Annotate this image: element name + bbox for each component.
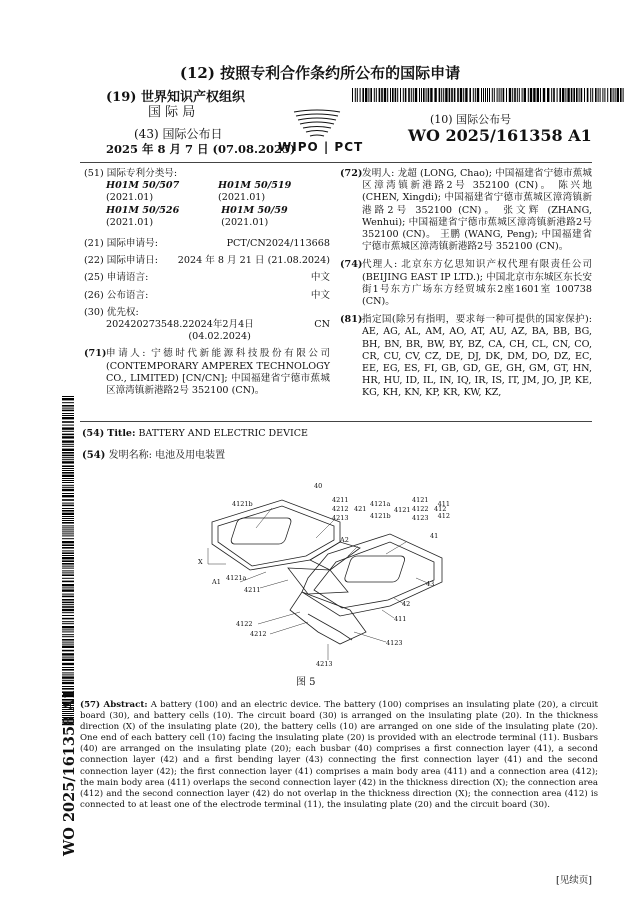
label-4122-right: 4122 [412,505,429,513]
label-4121b-top: 4121b [370,512,391,520]
barcode-bar [497,88,498,102]
left-column [84,168,330,397]
label-41: 41 [430,532,439,540]
barcode-bar [62,578,74,579]
barcode-bar [620,88,622,102]
barcode-bar [62,513,74,515]
barcode-bar [62,482,74,483]
barcode-bar [441,88,442,102]
designated-states: (81) 指定国(除另有指明，要求每一种可提供的国家保护): AE, AG, AL, AM, AO, AT, AU, AZ, BA, BB, BG, BH, BN, BR, BW, BY, BZ, CA, CH, CL, CN, CO, CR, CU, CV, CZ, DE, DJ, DK, DM, DO, DZ, EC, EE, EG, ES, FI, GB, GD, GE, GH, GM, GT, HN, HR, HU, ID, IL, IN, IQ, IR, IS, IT, JM, JO, JP, KE, KG, KH, KN, KP, KR, KW, KZ, [340,314,592,399]
barcode-bar [62,674,74,675]
barcode-bar [62,461,74,463]
barcode-bar [602,88,603,102]
barcode-bar [62,480,74,481]
barcode-bar [463,88,464,102]
barcode-bar [62,452,74,454]
barcode-bar [62,499,74,501]
priority-label: (30) 优先权: [84,306,139,318]
barcode-bar [62,618,74,620]
barcode-bar [451,88,453,102]
barcode-bar [517,88,518,102]
barcode-bar [514,88,516,102]
barcode-bar [360,88,361,102]
barcode-bar [62,680,74,681]
barcode-bar [617,88,619,102]
barcode-bar [501,88,502,102]
barcode-bar [370,88,372,102]
barcode-bar [506,88,507,102]
barcode-bar [62,547,74,549]
barcode-bar [62,623,74,624]
priority-entry: 202420273548.2 2024年2月4日 (04.02.2024) CN [106,319,330,343]
barcode-bar [368,88,369,102]
barcode-bar [390,88,391,102]
barcode-bar [400,88,401,102]
barcode-bar [392,88,394,102]
barcode-bar [62,415,74,416]
barcode-bar [473,88,474,102]
barcode-bar [421,88,422,102]
label-4211-bottom: 4211 [244,586,261,594]
barcode-bar [355,88,356,102]
ipc-codes [84,180,330,229]
barcode-bar [62,634,74,635]
barcode-bar [62,596,74,598]
barcode-bar [62,408,74,409]
side-barcode [62,396,74,726]
patent-figure-busbar [190,482,450,682]
application-number: (21) 国际申请号: PCT/CN2024/113668 [84,238,330,250]
barcode-bar [62,606,74,608]
barcode-bar [454,88,456,102]
barcode-bar [62,555,74,556]
barcode-bar [62,457,74,458]
barcode-bar [557,88,558,102]
barcode-bar [62,676,74,678]
barcode-bar [62,642,74,643]
barcode-bar [604,88,605,102]
barcode-bar [413,88,414,102]
barcode-bar [62,455,74,457]
barcode-bar [405,88,407,102]
barcode-bar [62,570,74,571]
label-412: 412 [434,505,447,513]
label-411: 411 [437,500,450,508]
barcode-bar [362,88,364,102]
barcode-bar [62,436,74,438]
barcode-bar [62,475,74,477]
barcode-bar [419,88,420,102]
barcode-bar [457,88,459,102]
barcode-bar [530,88,532,102]
barcode-bar [584,88,585,102]
organization-subname: 国 际 局 [148,105,196,120]
barcode-bar [365,88,367,102]
barcode-bar [481,88,482,102]
publication-number-label: (10) 国际公布号 [430,113,512,126]
barcode-bar [62,644,74,645]
label-4123: 4123 [386,639,403,647]
barcode-bar [62,487,74,488]
top-barcode [352,88,624,102]
barcode-bar [62,560,74,562]
barcode-bar [623,88,624,102]
barcode-bar [522,88,523,102]
barcode-bar [528,88,529,102]
barcode-bar [62,572,74,573]
barcode-bar [615,88,616,102]
barcode-bar [512,88,513,102]
barcode-bar [62,629,74,630]
barcode-bar [387,88,388,102]
barcode-bar [62,568,74,569]
barcode-bar [62,468,74,469]
filing-date: (22) 国际申请日: 2024 年 8 月 21 日 (21.08.2024) [84,255,330,267]
barcode-bar [430,88,432,102]
barcode-bar [607,88,608,102]
barcode-bar [62,413,74,414]
barcode-bar [62,563,74,565]
barcode-bar [62,405,74,407]
publication-date-label: (43) 国际公布日 [134,127,223,141]
barcode-bar [573,88,575,102]
inventors: (72) 发明人: 龙超 (LONG, Chao); 中国福建省宁德市蕉城区漳湾镇新港路2号 352100 (CN)。 陈兴地 (CHEN, Xingdi); 中国福建省宁德市蕉城区漳湾镇新港路2号 352100 (CN)。 张文辉 (ZHANG, Wenhui); 中国福建省宁德市蕉城区漳湾镇新港路2号 352100 (CN)。 王鹏 (WANG, Peng); 中国福建省宁德市蕉城区漳湾镇新港路2号 352100 (CN)。 [340,168,592,253]
barcode-bar [62,459,74,460]
barcode-bar [62,602,74,604]
barcode-bar [503,88,505,102]
barcode-bar [62,402,74,403]
barcode-bar [62,470,74,471]
label-A1: A1 [212,578,221,586]
barcode-bar [598,88,599,102]
barcode-bar [62,589,74,591]
barcode-bar [62,550,74,551]
barcode-bar [62,495,74,497]
label-4212-bottom: 4212 [250,630,267,638]
barcode-bar [62,599,74,601]
label-4121a: 4121a [226,574,247,582]
barcode-bar [62,541,74,543]
publication-date: 2025 年 8 月 7 日 (07.08.2025) [106,142,296,156]
barcode-bar [423,88,425,102]
barcode-bar [434,88,436,102]
barcode-bar [559,88,561,102]
barcode-bar [428,88,430,102]
barcode-bar [62,503,74,504]
barcode-bar [485,88,486,102]
barcode-bar [62,434,74,436]
section-rule [80,421,592,422]
barcode-bar [62,626,74,628]
barcode-bar [492,88,493,102]
barcode-bar [595,88,597,102]
barcode-bar [379,88,381,102]
barcode-bar [62,538,74,539]
barcode-bar [62,472,74,474]
label-412b: 412 [437,512,450,520]
barcode-bar [587,88,589,102]
barcode-bar [62,396,74,397]
label-42: 42 [402,600,411,608]
barcode-bar [62,465,74,467]
label-A2: A2 [340,536,349,544]
barcode-bar [62,508,74,509]
barcode-bar [62,612,74,613]
barcode-bar [62,478,74,479]
barcode-bar [62,417,74,419]
barcode-bar [62,425,74,426]
barcode-bar [397,88,398,102]
label-4211: 4211 [332,496,349,504]
barcode-bar [62,663,74,665]
ipc-label: (51) 国际专利分类号: [84,168,178,179]
barcode-bar [408,88,410,102]
barcode-bar [62,398,74,400]
barcode-bar [590,88,591,102]
label-X: X [198,558,203,566]
abstract: (57) Abstract: A battery (100) and an electric device. The battery (100) comprises an insulating plate (20), a circuit board (30), and battery cells (10). The circuit board (30) is arranged on the insulating plate (20). In the thickness direction (X) of the insulating plate (20), the battery cells (10) are arranged on one side of the insulating plate (20). One end of each battery cell (10) facing the insulating plate (20) is provided with an electrode terminal (11). Busbars (40) are arranged on the insulating plate (20); each busbar (40) comprises a first connection layer (41), a second connection layer (42) and a first bending layer (43) connecting the first connection layer (41) and the second connection layer (42); the first connection layer (41) comprises a main body area (411) and a connection area (412); the main body area (411) overlaps the second connection layer (42) in the thickness direction (X); the connection area (412) and the second connection layer (42) do not overlap in the thickness direction (X); the connection area (412) is connected to at least one of the electrode terminal (11), the insulating plate (20) and the circuit board (30). [80,700,599,810]
barcode-bar [62,557,74,559]
ipc-row: H01M 50/526 (2021.01) H01M 50/59 (2021.01) [106,204,288,228]
barcode-bar [62,574,74,576]
barcode-bar [439,88,441,102]
barcode-bar [352,88,353,102]
barcode-bar [62,533,74,534]
barcode-bar [610,88,612,102]
barcode-bar [553,88,555,102]
label-4213: 4213 [332,514,349,522]
barcode-bar [62,631,74,632]
barcode-bar [62,682,74,684]
barcode-bar [357,88,358,102]
barcode-bar [565,88,566,102]
barcode-bar [62,646,74,648]
barcode-bar [579,88,580,102]
barcode-bar [62,518,74,519]
barcode-bar [489,88,490,102]
barcode-bar [62,636,74,637]
barcode-bar [445,88,447,102]
barcode-bar [62,657,74,658]
barcode-bar [567,88,569,102]
barcode-bar [62,510,74,512]
barcode-bar [381,88,383,102]
title-chinese: (54) 发明名称: 电池及用电装置 [82,450,226,461]
title-english: (54) Title: BATTERY AND ELECTRIC DEVICE [82,428,308,439]
barcode-bar [62,440,74,442]
wipo-pct-logo-text: WIPO | PCT [278,140,364,154]
barcode-bar [415,88,417,102]
barcode-bar [62,444,74,445]
barcode-bar [592,88,593,102]
barcode-bar [487,88,488,102]
barcode-bar [411,88,412,102]
barcode-bar [62,669,74,671]
barcode-bar [62,552,74,554]
barcode-bar [395,88,397,102]
organization-name: (19) 世界知识产权组织 [106,90,245,105]
barcode-bar [477,88,479,102]
barcode-bar [475,88,476,102]
figure-caption: 图 5 [296,677,316,688]
filing-language: (25) 申请语言: 中文 [84,272,330,284]
barcode-bar [62,427,74,429]
barcode-bar [547,88,549,102]
barcode-bar [62,587,74,588]
right-column [340,168,592,400]
barcode-bar [62,535,74,536]
label-4123-right: 4123 [412,514,429,522]
barcode-bar [613,88,614,102]
label-4121: 4121 [394,506,411,514]
barcode-bar [62,493,74,494]
label-4212: 4212 [332,505,349,513]
barcode-bar [509,88,511,102]
label-4122: 4122 [236,620,253,628]
barcode-bar [62,659,74,661]
header-rule [80,162,592,163]
barcode-bar [62,421,74,423]
barcode-bar [465,88,467,102]
barcode-bar [533,88,535,102]
barcode-bar [62,505,74,507]
barcode-bar [62,594,74,595]
barcode-bar [62,525,74,526]
barcode-bar [62,604,74,605]
barcode-bar [62,667,74,668]
barcode-bar [576,88,578,102]
barcode-bar [543,88,545,102]
barcode-bar [571,88,573,102]
barcode-bar [460,88,462,102]
label-4121b: 4121b [232,500,253,508]
label-4121-right: 4121 [412,496,429,504]
agent: (74) 代理人: 北京东方亿思知识产权代理有限责任公司 (BEIJING EAST IP LTD.); 中国北京市东城区东长安街1号东方广场东方经贸城东2座1601室 100738 (CN)。 [340,259,592,308]
publication-language: (26) 公布语言: 中文 [84,289,330,301]
barcode-bar [62,653,74,655]
barcode-bar [62,446,74,447]
barcode-bar [499,88,500,102]
barcode-bar [374,88,375,102]
barcode-bar [62,650,74,652]
barcode-bar [62,410,74,412]
barcode-bar [62,522,74,524]
barcode-bar [62,529,74,530]
applicant: (71) 申请人: 宁德时代新能源科技股份有限公司 (CONTEMPORARY AMPEREX TECHNOLOGY CO., LIMITED) [CN/CN]; 中国福建省宁德市蕉城区漳湾镇新港路2号 352100 (CN)。 [84,348,330,397]
barcode-bar [384,88,386,102]
barcode-bar [62,485,74,486]
label-43: 43 [426,580,435,588]
continued-footer: [见续页] [556,875,592,886]
barcode-bar [62,621,74,622]
barcode-bar [494,88,495,102]
barcode-bar [449,88,451,102]
barcode-bar [537,88,539,102]
barcode-bar [62,686,74,687]
barcode-bar [581,88,583,102]
barcode-bar [519,88,520,102]
barcode-bar [540,88,541,102]
barcode-bar [403,88,404,102]
barcode-bar [62,566,74,567]
barcode-bar [62,531,74,532]
barcode-bar [62,520,74,521]
barcode-bar [62,544,74,546]
barcode-bar [443,88,444,102]
barcode-bar [62,672,74,673]
barcode-bar [376,88,377,102]
barcode-bar [562,88,564,102]
barcode-bar [551,88,552,102]
label-4213-bottom: 4213 [316,660,333,668]
label-40: 40 [314,482,323,490]
barcode-bar [600,88,601,102]
barcode-bar [62,609,74,611]
barcode-bar [62,489,74,491]
side-publication-number: WO 2025/161358 A1 [61,689,78,856]
barcode-bar [483,88,484,102]
barcode-bar [62,449,74,451]
label-411-bottom: 411 [394,615,407,623]
barcode-bar [62,639,74,641]
barcode-bar [426,88,427,102]
barcode-bar [62,581,74,583]
barcode-bar [62,584,74,586]
barcode-bar [62,431,74,432]
barcode-bar [524,88,526,102]
publication-number: WO 2025/161358 A1 [408,126,592,145]
barcode-bar [62,527,74,528]
document-title: (12) 按照专利合作条约所公布的国际申请 [179,64,461,82]
label-421: 421 [354,505,367,513]
label-4121a-top: 4121a [370,500,391,508]
barcode-bar [469,88,471,102]
ipc-row: H01M 50/507 (2021.01) H01M 50/519 (2021.01) [106,180,292,204]
barcode-bar [62,516,74,517]
barcode-bar [62,615,74,616]
